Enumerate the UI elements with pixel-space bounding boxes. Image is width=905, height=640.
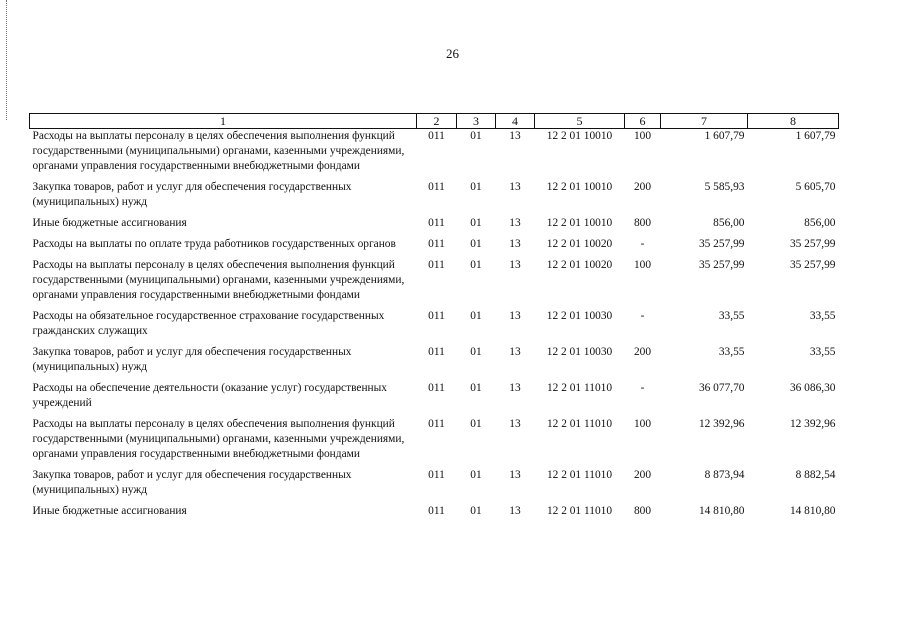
table-row [30,258,839,309]
amount-col8: 35 257,99 [789,259,836,271]
target-article-code: 12 2 01 10010 [546,181,613,193]
subsection-code: 13 [509,418,521,430]
expense-type-code: - [640,310,645,322]
table-row [30,216,839,237]
column-header: 7 [661,114,748,129]
expense-type-code: 100 [633,418,652,430]
column-header: 8 [748,114,839,129]
target-article-code: 12 2 01 10030 [546,346,613,358]
expense-type-code: 200 [633,181,652,193]
amount-col8: 33,55 [809,346,836,358]
amount-col7: 36 077,70 [698,382,745,394]
target-article-code: 12 2 01 10020 [546,259,613,271]
column-header: 3 [457,114,496,129]
expense-type-code: 100 [633,130,652,142]
subsection-code: 13 [509,259,521,271]
admin-code: 011 [428,382,445,394]
admin-code: 011 [428,238,445,250]
amount-col7: 35 257,99 [698,259,745,271]
amount-col8: 8 882,54 [795,469,836,481]
expense-name: Иные бюджетные ассигнования [32,217,187,229]
expense-name: Закупка товаров, работ и услуг для обеспечения государственных (муниципальных) нужд [32,346,352,373]
table-row [30,504,839,525]
admin-code: 011 [428,217,445,229]
expense-name: Расходы на выплаты персоналу в целях обеспечения выполнения функций государственными (муниципальными) органами, казенными учреждениями, органами управления государственными внебюджетными фондами [32,130,405,172]
target-article-code: 12 2 01 11010 [546,469,613,481]
expense-name: Расходы на обеспечение деятельности (оказание услуг) государственных учреждений [32,382,387,409]
subsection-code: 13 [509,310,521,322]
expense-type-code: 100 [633,259,652,271]
subsection-code: 13 [509,238,521,250]
expense-type-code: 200 [633,469,652,481]
expense-name: Расходы на обязательное государственное страхование государственных гражданских служащих [32,310,385,337]
admin-code: 011 [428,259,445,271]
table-row [30,237,839,258]
amount-col7: 5 585,93 [704,181,745,193]
amount-col8: 33,55 [809,310,836,322]
subsection-code: 13 [509,130,521,142]
subsection-code: 13 [509,469,521,481]
amount-col8: 14 810,80 [789,505,836,517]
amount-col7: 1 607,79 [704,130,745,142]
amount-col8: 5 605,70 [795,181,836,193]
amount-col7: 856,00 [713,217,745,229]
section-code: 01 [470,346,482,358]
column-header: 1 [30,114,417,129]
expense-name: Закупка товаров, работ и услуг для обеспечения государственных (муниципальных) нужд [32,181,352,208]
column-header: 5 [535,114,625,129]
target-article-code: 12 2 01 11010 [546,505,613,517]
admin-code: 011 [428,469,445,481]
expense-name: Закупка товаров, работ и услуг для обеспечения государственных (муниципальных) нужд [32,469,352,496]
subsection-code: 13 [509,505,521,517]
amount-col8: 12 392,96 [789,418,836,430]
amount-col8: 36 086,30 [789,382,836,394]
table-row [30,309,839,345]
column-number-header [30,114,839,129]
section-code: 01 [470,469,482,481]
admin-code: 011 [428,181,445,193]
expense-name: Расходы на выплаты персоналу в целях обеспечения выполнения функций государственными (муниципальными) органами, казенными учреждениями, органами управления государственными внебюджетными фондами [32,418,405,460]
section-code: 01 [470,259,482,271]
admin-code: 011 [428,310,445,322]
amount-col8: 1 607,79 [795,130,836,142]
section-code: 01 [470,130,482,142]
amount-col7: 33,55 [718,310,745,322]
target-article-code: 12 2 01 10010 [546,217,613,229]
table-row [30,468,839,504]
expense-type-code: - [640,382,645,394]
admin-code: 011 [428,505,445,517]
amount-col7: 35 257,99 [698,238,745,250]
target-article-code: 12 2 01 10020 [546,238,613,250]
table-row [30,417,839,468]
column-header: 6 [625,114,661,129]
subsection-code: 13 [509,346,521,358]
expense-name: Расходы на выплаты по оплате труда работников государственных органов [32,238,396,250]
section-code: 01 [470,418,482,430]
column-header: 4 [496,114,535,129]
amount-col7: 14 810,80 [698,505,745,517]
subsection-code: 13 [509,181,521,193]
amount-col8: 856,00 [804,217,836,229]
section-code: 01 [470,505,482,517]
column-header: 2 [417,114,457,129]
target-article-code: 12 2 01 10010 [546,130,613,142]
target-article-code: 12 2 01 11010 [546,418,613,430]
expense-type-code: 200 [633,346,652,358]
budget-table [29,113,839,525]
amount-col8: 35 257,99 [789,238,836,250]
amount-col7: 8 873,94 [704,469,745,481]
section-code: 01 [470,217,482,229]
section-code: 01 [470,181,482,193]
page-number: 26 [446,46,459,61]
admin-code: 011 [428,418,445,430]
admin-code: 011 [428,130,445,142]
section-code: 01 [470,382,482,394]
section-code: 01 [470,238,482,250]
table-row [30,345,839,381]
subsection-code: 13 [509,217,521,229]
amount-col7: 12 392,96 [698,418,745,430]
expense-name: Расходы на выплаты персоналу в целях обеспечения выполнения функций государственными (муниципальными) органами, казенными учреждениями, органами управления государственными внебюджетными фондами [32,259,405,301]
table-row [30,180,839,216]
amount-col7: 33,55 [718,346,745,358]
expense-type-code: 800 [633,217,652,229]
table-row [30,381,839,417]
subsection-code: 13 [509,382,521,394]
target-article-code: 12 2 01 11010 [546,382,613,394]
admin-code: 011 [428,346,445,358]
table-row [30,129,839,181]
expense-type-code: - [640,238,645,250]
section-code: 01 [470,310,482,322]
expense-type-code: 800 [633,505,652,517]
target-article-code: 12 2 01 10030 [546,310,613,322]
expense-name: Иные бюджетные ассигнования [32,505,187,517]
